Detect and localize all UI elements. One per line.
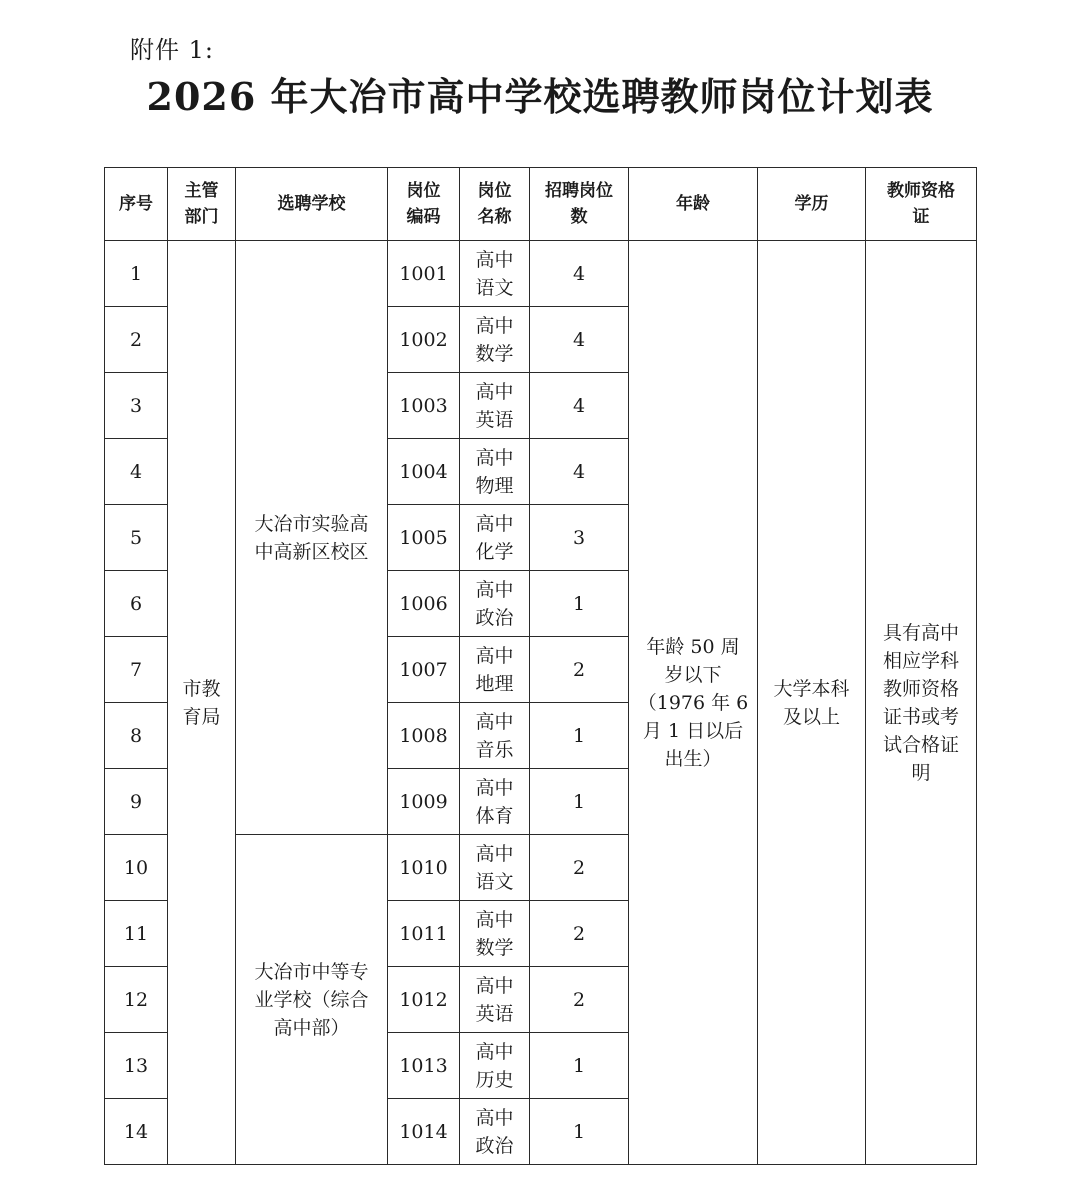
cell-name bbox=[460, 967, 530, 1033]
cell-name bbox=[460, 307, 530, 373]
age-line: 岁以下 bbox=[664, 663, 722, 686]
cell-code: 1005 bbox=[388, 505, 460, 571]
cell-school-b-merged bbox=[236, 835, 388, 1165]
cell-seq: 10 bbox=[105, 835, 168, 901]
name-line: 语文 bbox=[475, 870, 514, 893]
cert-line: 证书或考 bbox=[882, 705, 959, 728]
name-line: 高中 bbox=[475, 710, 514, 733]
cell-count: 4 bbox=[530, 307, 629, 373]
cert-line: 试合格证 bbox=[882, 733, 959, 756]
cell-name bbox=[460, 703, 530, 769]
cell-seq: 9 bbox=[105, 769, 168, 835]
cell-name bbox=[460, 241, 530, 307]
edu-line: 及以上 bbox=[782, 705, 840, 728]
cell-count: 3 bbox=[530, 505, 629, 571]
name-line: 地理 bbox=[475, 672, 514, 695]
page-title: 2026 年大冶市高中学校选聘教师岗位计划表 bbox=[146, 74, 934, 119]
cell-count: 2 bbox=[530, 835, 629, 901]
school-b-line: 业学校（综合 bbox=[254, 988, 369, 1011]
attachment-label: 附件 1: bbox=[130, 36, 214, 64]
cert-line: 相应学科 bbox=[882, 649, 959, 672]
dept-line: 市教 bbox=[182, 677, 221, 700]
cert-line: 具有高中 bbox=[882, 621, 959, 644]
name-line: 高中 bbox=[475, 1106, 514, 1129]
cell-code: 1004 bbox=[388, 439, 460, 505]
position-plan-table bbox=[104, 167, 977, 1165]
cell-count: 1 bbox=[530, 1099, 629, 1165]
cell-seq: 11 bbox=[105, 901, 168, 967]
name-line: 体育 bbox=[475, 804, 514, 827]
cell-code: 1010 bbox=[388, 835, 460, 901]
name-line: 英语 bbox=[475, 408, 514, 431]
header-seq: 序号 bbox=[105, 168, 168, 241]
cell-count: 4 bbox=[530, 439, 629, 505]
cell-seq: 7 bbox=[105, 637, 168, 703]
cell-count: 2 bbox=[530, 967, 629, 1033]
cell-name bbox=[460, 373, 530, 439]
school-b-line: 大冶市中等专 bbox=[254, 960, 369, 983]
name-line: 语文 bbox=[475, 276, 514, 299]
cell-seq: 5 bbox=[105, 505, 168, 571]
cell-code: 1008 bbox=[388, 703, 460, 769]
name-line: 高中 bbox=[475, 314, 514, 337]
cell-code: 1006 bbox=[388, 571, 460, 637]
cell-age-merged bbox=[629, 241, 758, 1165]
cell-name bbox=[460, 637, 530, 703]
cell-code: 1002 bbox=[388, 307, 460, 373]
cell-cert-merged bbox=[866, 241, 977, 1165]
header-count bbox=[530, 168, 629, 241]
school-a-line: 中高新区校区 bbox=[254, 540, 369, 563]
cell-count: 1 bbox=[530, 571, 629, 637]
cell-seq: 3 bbox=[105, 373, 168, 439]
name-line: 高中 bbox=[475, 908, 514, 931]
name-line: 高中 bbox=[475, 512, 514, 535]
edu-line: 大学本科 bbox=[773, 677, 850, 700]
cell-name bbox=[460, 571, 530, 637]
cell-name bbox=[460, 769, 530, 835]
cell-code: 1007 bbox=[388, 637, 460, 703]
header-count-line: 数 bbox=[570, 207, 588, 227]
cell-code: 1012 bbox=[388, 967, 460, 1033]
cell-count: 4 bbox=[530, 241, 629, 307]
cell-count: 2 bbox=[530, 901, 629, 967]
name-line: 化学 bbox=[475, 540, 514, 563]
name-line: 高中 bbox=[475, 776, 514, 799]
cell-count: 1 bbox=[530, 1033, 629, 1099]
header-row bbox=[105, 168, 977, 241]
cell-name bbox=[460, 1099, 530, 1165]
school-a-line: 大冶市实验高 bbox=[254, 512, 369, 535]
cell-count: 4 bbox=[530, 373, 629, 439]
name-line: 高中 bbox=[475, 446, 514, 469]
cell-name bbox=[460, 505, 530, 571]
cell-name bbox=[460, 1033, 530, 1099]
dept-line: 育局 bbox=[182, 705, 221, 728]
cell-seq: 4 bbox=[105, 439, 168, 505]
cell-count: 1 bbox=[530, 703, 629, 769]
header-cert-line: 证 bbox=[912, 207, 930, 227]
name-line: 物理 bbox=[475, 474, 514, 497]
header-cert bbox=[866, 168, 977, 241]
header-dept-line: 部门 bbox=[184, 207, 219, 227]
cell-seq: 8 bbox=[105, 703, 168, 769]
cell-code: 1013 bbox=[388, 1033, 460, 1099]
header-edu: 学历 bbox=[758, 168, 866, 241]
cell-edu-merged bbox=[758, 241, 866, 1165]
age-line: 年龄 50 周 bbox=[646, 635, 740, 658]
cell-name bbox=[460, 835, 530, 901]
cell-school-a-merged bbox=[236, 241, 388, 835]
header-name-line: 名称 bbox=[477, 207, 512, 227]
cell-code: 1001 bbox=[388, 241, 460, 307]
header-school: 选聘学校 bbox=[236, 168, 388, 241]
header-code-line: 岗位 bbox=[406, 181, 441, 201]
header-dept bbox=[168, 168, 236, 241]
header-name-line: 岗位 bbox=[477, 181, 512, 201]
name-line: 数学 bbox=[475, 936, 514, 959]
name-line: 高中 bbox=[475, 1040, 514, 1063]
name-line: 音乐 bbox=[475, 738, 514, 761]
age-line: 出生） bbox=[664, 747, 722, 770]
name-line: 政治 bbox=[475, 1134, 514, 1157]
name-line: 高中 bbox=[475, 842, 514, 865]
age-line: 月 1 日以后 bbox=[642, 719, 744, 742]
cell-seq: 14 bbox=[105, 1099, 168, 1165]
cert-line: 教师资格 bbox=[882, 677, 959, 700]
name-line: 高中 bbox=[475, 644, 514, 667]
cell-count: 1 bbox=[530, 769, 629, 835]
cell-seq: 1 bbox=[105, 241, 168, 307]
header-name bbox=[460, 168, 530, 241]
header-code bbox=[388, 168, 460, 241]
school-b-line: 高中部） bbox=[273, 1016, 350, 1039]
cell-code: 1014 bbox=[388, 1099, 460, 1165]
header-code-line: 编码 bbox=[406, 207, 441, 227]
header-dept-line: 主管 bbox=[184, 181, 219, 201]
cell-code: 1011 bbox=[388, 901, 460, 967]
name-line: 高中 bbox=[475, 248, 514, 271]
table-row bbox=[105, 241, 977, 307]
name-line: 历史 bbox=[475, 1068, 514, 1091]
name-line: 高中 bbox=[475, 974, 514, 997]
cell-count: 2 bbox=[530, 637, 629, 703]
header-age: 年龄 bbox=[629, 168, 758, 241]
header-cert-line: 教师资格 bbox=[887, 181, 955, 201]
cell-code: 1009 bbox=[388, 769, 460, 835]
name-line: 政治 bbox=[475, 606, 514, 629]
cell-code: 1003 bbox=[388, 373, 460, 439]
name-line: 数学 bbox=[475, 342, 514, 365]
cell-seq: 13 bbox=[105, 1033, 168, 1099]
cell-seq: 12 bbox=[105, 967, 168, 1033]
name-line: 高中 bbox=[475, 578, 514, 601]
cell-dept-merged bbox=[168, 241, 236, 1165]
cert-line: 明 bbox=[911, 761, 931, 784]
cell-name bbox=[460, 439, 530, 505]
header-count-line: 招聘岗位 bbox=[545, 181, 613, 201]
cell-seq: 2 bbox=[105, 307, 168, 373]
name-line: 英语 bbox=[475, 1002, 514, 1025]
cell-name bbox=[460, 901, 530, 967]
age-line: （1976 年 6 bbox=[637, 691, 749, 714]
name-line: 高中 bbox=[475, 380, 514, 403]
cell-seq: 6 bbox=[105, 571, 168, 637]
